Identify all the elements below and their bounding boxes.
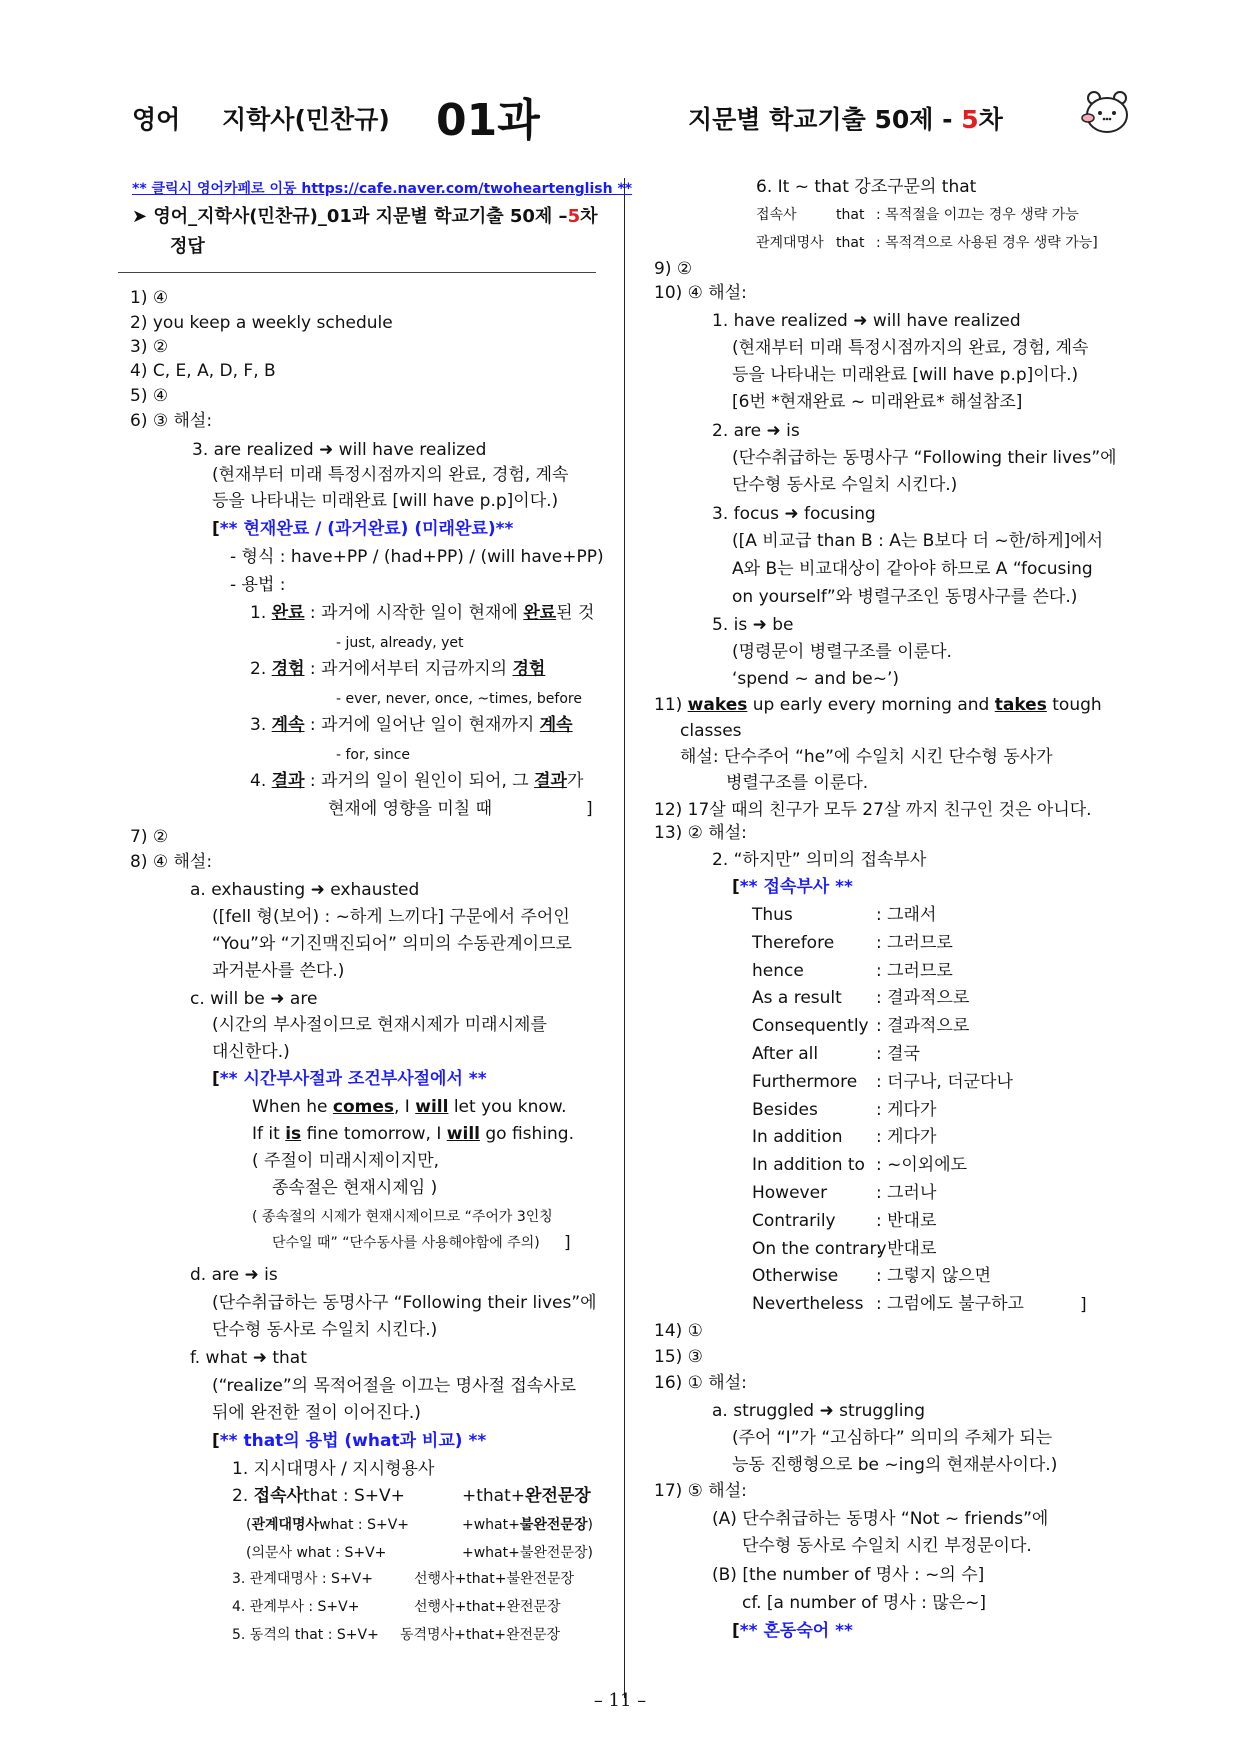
key: wakes (687, 695, 748, 715)
adverb-term: In addition (752, 1127, 843, 1148)
header-series-number: 5 (961, 105, 979, 134)
text: that : S+V+ (302, 1486, 405, 1506)
adverb-term: After all (752, 1044, 819, 1064)
adverb-term: hence (752, 960, 804, 981)
line: (B) [the number of 명사 : ~의 수] (712, 1565, 985, 1585)
line: (현재부터 미래 특정시점까지의 완료, 경험, 계속 (732, 338, 1089, 358)
line: 동격명사+that+완전문장 (400, 1627, 561, 1643)
adverb-term: Therefore (752, 932, 835, 953)
adverb-meaning: : ~이외에도 (876, 1155, 968, 1176)
line: 3. focus ➜ focusing (712, 504, 876, 524)
answer-15: 15) ③ (654, 1347, 703, 1367)
text: : 과거에 일어난 일이 현재까지 (309, 715, 535, 735)
adverb-meaning: : 그러므로 (876, 932, 953, 953)
text: let you know. (453, 1097, 567, 1117)
line: cf. [a number of 명사 : 많은~] (742, 1593, 986, 1613)
adverb-meaning: : 결과적으로 (876, 1016, 970, 1037)
key: will (415, 1097, 449, 1117)
line: 해설: 단수주어 “he”에 수일치 시킨 단수형 동사가 (680, 747, 1053, 767)
line: - 형식 : have+PP / (had+PP) / (will have+PP) (230, 547, 604, 567)
line: 4. 관계부사 : S+V+ (232, 1599, 360, 1615)
adverb-meaning: : 그러나 (876, 1183, 937, 1203)
line: A와 B는 비교대상이 같아야 하므로 A “focusing (732, 559, 1093, 579)
line: classes (680, 721, 742, 741)
usage-1-sub: - just, already, yet (336, 635, 464, 651)
answer-1: 1) ④ (130, 288, 169, 308)
header-chapter: 01과 (436, 95, 540, 146)
answer-17: 17) ⑤ 해설: (654, 1481, 747, 1501)
box-heading-text: ** 접속부사 ** (739, 877, 853, 897)
adverb-term: Besides (752, 1099, 818, 1120)
adverb-term: Otherwise (752, 1266, 839, 1287)
bracket: [ (732, 1621, 740, 1641)
answer-6: 6) ③ 해설: (130, 411, 213, 431)
line: 2. are ➜ is (712, 421, 800, 441)
line: 등을 나타내는 미래완료 [will have p.p]이다.) (212, 491, 559, 511)
line: ([fell 형(보어) : ~하게 느끼다] 구문에서 주어인 (212, 907, 570, 927)
line: 종속절은 현재시제임 ) (272, 1178, 438, 1198)
answer-10: 10) ④ 해설: (654, 283, 747, 303)
line: 5. 동격의 that : S+V+ (232, 1627, 379, 1643)
text: When he (252, 1097, 328, 1117)
header-subject: 영어 (132, 105, 181, 134)
text: +what+ (462, 1517, 520, 1533)
line: 단수형 동사로 수일치 시킨 부정문이다. (742, 1536, 1032, 1556)
line: : 목적절을 이끄는 경우 생략 가능 (876, 207, 1079, 223)
answer-16: 16) ① 해설: (654, 1373, 747, 1393)
line: 등을 나타내는 미래완료 [will have p.p]이다.) (732, 365, 1079, 385)
text: fine tomorrow, I (306, 1124, 442, 1144)
line: (의문사 what : S+V+ (246, 1545, 387, 1561)
bracket: ] (1080, 1295, 1087, 1315)
answer-title-line2: 정답 (170, 236, 205, 257)
answer-14: 14) ① (654, 1321, 703, 1341)
line: a. exhausting ➜ exhausted (190, 880, 420, 900)
line: 병렬구조를 이룬다. (726, 773, 869, 793)
adverb-meaning: : 결국 (876, 1044, 920, 1064)
line: 능동 진행형으로 be ~ing의 현재분사이다.) (732, 1455, 1058, 1475)
line: 단수형 동사로 수일치 시킨다.) (732, 475, 958, 495)
adverb-term: Furthermore (752, 1071, 858, 1092)
text: If it (252, 1124, 280, 1144)
text: go fishing. (485, 1124, 575, 1144)
adverb-term: As a result (752, 988, 842, 1009)
line: 뒤에 완전한 절이 이어진다.) (212, 1403, 421, 1423)
num: 4. (250, 771, 267, 791)
line: 대신한다.) (212, 1042, 290, 1062)
adverb-meaning: : 더구나, 더군다나 (876, 1071, 1013, 1092)
line: +what+불완전문장) (462, 1517, 593, 1533)
line: 3. are realized ➜ will have realized (192, 440, 487, 460)
text: 가 (566, 771, 584, 791)
adverb-meaning: : 게다가 (876, 1127, 937, 1148)
key: 결과 (534, 771, 567, 791)
answer-13: 13) ② 해설: (654, 823, 747, 843)
answer-11 (654, 692, 1102, 718)
page-number: – 11 – (593, 1690, 647, 1711)
line: ‘spend ~ and be~’) (732, 669, 900, 689)
key: 경험 (512, 659, 546, 679)
line: on yourself”와 병렬구조인 동명사구를 쓴다.) (732, 587, 1078, 607)
line: 단수형 동사로 수일치 시킨다.) (212, 1320, 438, 1340)
line: 1. have realized ➜ will have realized (712, 311, 1021, 331)
adverb-meaning: : 그렇지 않으면 (876, 1266, 992, 1287)
line: 1. 지시대명사 / 지시형용사 (232, 1459, 435, 1479)
text: : 과거에 시작한 일이 현재에 (309, 603, 518, 623)
answer-9: 9) ② (654, 259, 693, 279)
num: 3. (250, 715, 267, 735)
answer-title-text: ➤ 영어_지학사(민찬규)_01과 지문별 학교기출 50제 – (132, 206, 568, 227)
answer-5: 5) ④ (130, 386, 169, 406)
num: 1. (250, 603, 267, 623)
adverb-meaning: : 그럼에도 불구하고 (876, 1294, 1024, 1315)
bracket: ] (586, 799, 593, 819)
adverb-term: Thus (752, 905, 793, 925)
line: [6번 *현재완료 ~ 미래완료* 해설참조] (732, 392, 1023, 412)
adverb-meaning: : 반대로 (876, 1210, 937, 1231)
answer-12: 12) 17살 때의 친구가 모두 27살 까지 친구인 것은 아니다. (654, 800, 1092, 820)
key: is (285, 1124, 302, 1144)
adverb-term: On the contrary (752, 1238, 887, 1259)
key: 완전문장 (525, 1486, 591, 1506)
line: c. will be ➜ are (190, 989, 318, 1009)
line: +what+불완전문장) (462, 1545, 593, 1561)
line: ( 종속절의 시제가 현재시제이므로 “주어가 3인칭 (252, 1209, 553, 1225)
key: 관계대명사 (251, 1517, 320, 1533)
header-series-suffix: 차 (978, 105, 1003, 134)
box-heading (732, 874, 853, 900)
cafe-link[interactable]: ** 클릭시 영어카페로 이동 https://cafe.naver.com/twoheartenglish ** (132, 181, 633, 197)
bracket: [ (212, 1431, 220, 1451)
line: (명령문이 병렬구조를 이룬다. (732, 642, 952, 662)
header-series-prefix: 지문별 학교기출 50제 - (688, 105, 953, 134)
answer-3: 3) ② (130, 337, 169, 357)
line: 관계대명사 (756, 235, 824, 251)
key: 완료 (523, 603, 557, 623)
adverb-meaning: : 반대로 (876, 1238, 937, 1259)
bracket: [ (732, 877, 740, 897)
conjunctive-adverb-list (752, 902, 1132, 1322)
line: 단수일 때” “단수동사를 사용해야함에 주의) (272, 1235, 540, 1251)
text: 된 것 (556, 603, 595, 623)
key: 계속 (271, 715, 305, 735)
key: 불완전문장 (519, 1517, 588, 1533)
usage-4-sub: 현재에 영향을 미칠 때 (328, 799, 493, 819)
header-author: 지학사(민찬규) (222, 105, 390, 134)
line: 선행사+that+불완전문장 (414, 1571, 575, 1587)
line: (시간의 부사절이므로 현재시제가 미래시제를 (212, 1015, 547, 1035)
key: 결과 (271, 771, 305, 791)
line: 2. “하지만” 의미의 접속부사 (712, 850, 927, 870)
adverb-meaning: : 그러므로 (876, 960, 953, 981)
answer-8: 8) ④ 해설: (130, 852, 213, 872)
text: : 과거에서부터 지금까지의 (309, 659, 508, 679)
answer-4: 4) C, E, A, D, F, B (130, 361, 276, 381)
line: that (836, 207, 865, 223)
line: ( 주절이 미래시제이지만, (252, 1151, 440, 1171)
text: , I (394, 1097, 410, 1117)
text: : 과거의 일이 원인이 되어, 그 (309, 771, 529, 791)
line: (A) 단수취급하는 동명사 “Not ~ friends”에 (712, 1509, 1049, 1529)
key: 경험 (271, 659, 305, 679)
answer-2: 2) you keep a weekly schedule (130, 313, 393, 333)
line: 5. is ➜ be (712, 615, 794, 635)
line: 과거분사를 쓴다.) (212, 961, 345, 981)
adverb-term: In addition to (752, 1155, 865, 1176)
line: (단수취급하는 동명사구 “Following their lives”에 (212, 1293, 597, 1313)
bracket: [ (212, 1069, 220, 1089)
adverb-term: Nevertheless (752, 1294, 864, 1315)
line: : 목적격으로 사용된 경우 생략 가능] (876, 235, 1098, 251)
text: tough (1052, 695, 1102, 715)
line: ([A 비교급 than B : A는 B보다 더 ~한/하게]에서 (732, 531, 1104, 551)
line: (단수취급하는 동명사구 “Following their lives”에 (732, 448, 1117, 468)
answer-title-suffix: 차 (580, 206, 598, 227)
usage-2-sub: - ever, never, once, ~times, before (336, 691, 582, 707)
num: 11) (654, 695, 683, 715)
key: comes (332, 1097, 394, 1117)
text: what : S+V+ (319, 1517, 410, 1533)
text: ( (246, 1517, 252, 1533)
bracket: [ (212, 519, 220, 539)
line: 접속사 (756, 207, 797, 223)
answer-7: 7) ② (130, 827, 169, 847)
num: 2. (232, 1486, 249, 1506)
text: +that+ (462, 1486, 526, 1506)
adverb-meaning: : 그래서 (876, 905, 937, 925)
line: - 용법 : (230, 575, 286, 595)
adverb-meaning: : 결과적으로 (876, 988, 970, 1009)
line: (“realize”의 목적어절을 이끄는 명사절 접속사로 (212, 1376, 577, 1396)
key: 접속사 (253, 1486, 303, 1506)
line: (주어 “I”가 “고심하다” 의미의 주체가 되는 (732, 1428, 1053, 1448)
text: up early every morning and (752, 695, 990, 715)
usage-3-sub: - for, since (336, 747, 411, 763)
box-heading-text: ** 시간부사절과 조건부사절에서 ** (219, 1069, 487, 1089)
line: “You”와 “기진맥진되어” 의미의 수동관계이므로 (212, 934, 572, 954)
line: 3. 관계대명사 : S+V+ (232, 1571, 373, 1587)
key: will (446, 1124, 480, 1144)
adverb-term: Consequently (752, 1016, 869, 1037)
line: a. struggled ➜ struggling (712, 1401, 925, 1421)
answer-title-number: 5 (567, 206, 581, 227)
line: 6. It ~ that 강조구문의 that (756, 177, 977, 197)
num: 2. (250, 659, 267, 679)
line: (현재부터 미래 특정시점까지의 완료, 경험, 계속 (212, 465, 569, 485)
line: that (836, 235, 865, 251)
line: d. are ➜ is (190, 1265, 278, 1285)
box-heading-text: ** that의 용법 (what과 비교) ** (219, 1431, 487, 1451)
adverb-term: Contrarily (752, 1210, 836, 1231)
bracket: ] (564, 1233, 571, 1253)
key: 계속 (539, 715, 573, 735)
box-heading-text: ** 현재완료 / (과거완료) (미래완료)** (219, 519, 514, 539)
box-heading (732, 1618, 853, 1644)
adverb-term: However (752, 1183, 828, 1203)
adverb-meaning: : 게다가 (876, 1099, 937, 1120)
key: 완료 (271, 603, 305, 623)
line: f. what ➜ that (190, 1348, 307, 1368)
box-heading-text: ** 혼동숙어 ** (739, 1621, 853, 1641)
key: takes (994, 695, 1047, 715)
line: 선행사+that+완전문장 (414, 1599, 561, 1615)
